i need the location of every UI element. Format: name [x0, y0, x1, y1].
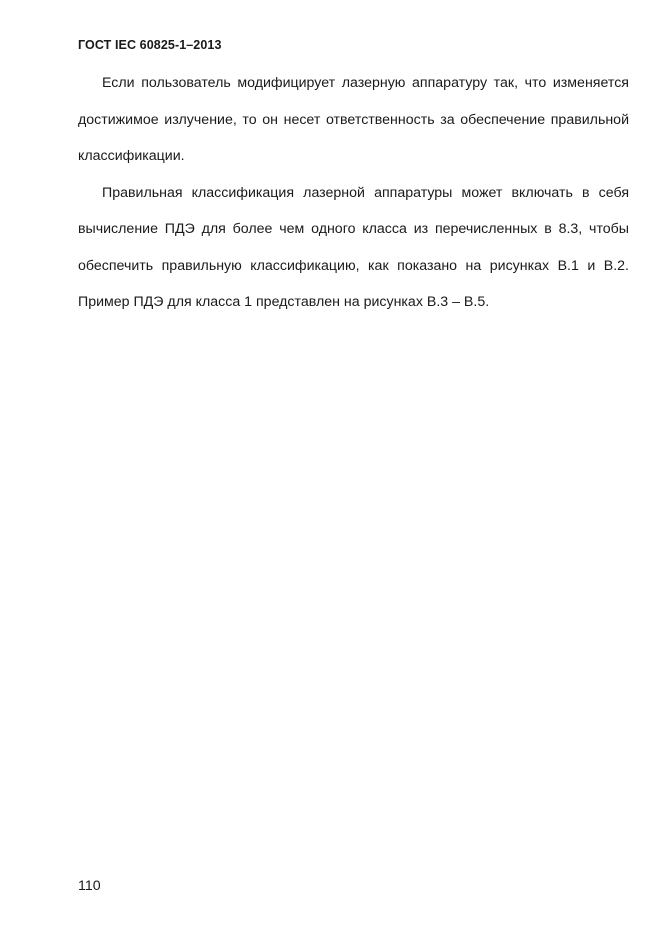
- body-text: [78, 65, 629, 321]
- paragraph-user-modification: Если пользователь модифицирует лазерную аппаратуру так, что изменяется достижимое излучение, то он несет ответственность за обеспечение правильной классификации.: [78, 75, 629, 164]
- paragraph-classification: Правильная классификация лазерной аппаратуры может включать в себя вычисление ПДЭ для более чем одного класса из перечисленных в 8.3, чтобы обеспечить правильную классификацию, как показано на рисунках В.1 и В.2. Пример ПДЭ для класса 1 представлен на рисунках В.3 – В.5.: [78, 184, 629, 310]
- document-header: ГОСТ IEC 60825-1–2013: [78, 38, 222, 52]
- page-number: 110: [78, 878, 101, 894]
